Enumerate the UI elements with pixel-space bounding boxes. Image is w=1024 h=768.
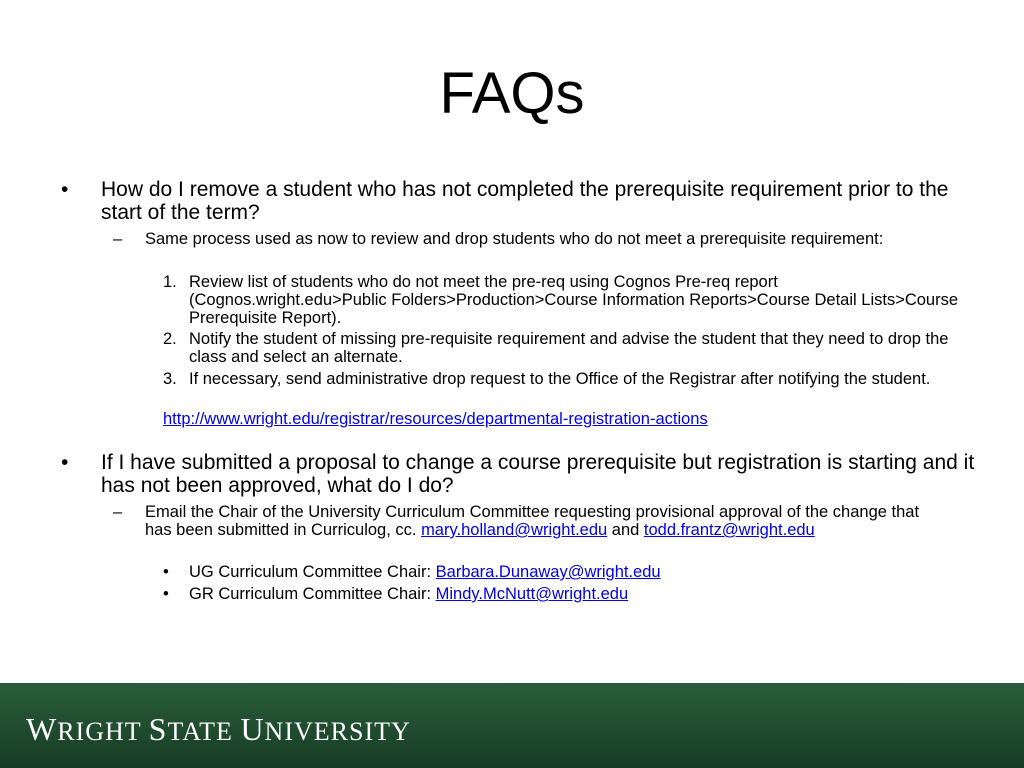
step-2 [163, 330, 969, 366]
bullet-marker: • [163, 585, 169, 603]
slide-title: FAQs [439, 61, 585, 126]
step-1 [163, 273, 969, 327]
faq-answer-2 [113, 503, 945, 539]
gr-chair-label: GR Curriculum Committee Chair: [189, 585, 436, 603]
faq-answer-1 [113, 230, 945, 248]
faq-question-2-text: If I have submitted a proposal to change a course prerequisite but registration is starting and it has not been approved, what do I do? [101, 451, 975, 497]
faq-answer-2-text: Email the Chair of the University Curriculum Committee requesting provisional approval of the change that has been submitted in Curriculog, cc. [145, 503, 920, 539]
step-text: Notify the student of missing pre-requisite requirement and advise the student that they need to drop the class and select an alternate. [189, 330, 949, 366]
step-number: 1. [163, 273, 177, 291]
dash-marker: – [113, 503, 123, 521]
bullet-marker: • [163, 563, 169, 581]
gr-chair-item [163, 585, 969, 603]
email-link-ug-chair[interactable]: Barbara.Dunaway@wright.edu [435, 563, 661, 581]
email-link-gr-chair[interactable]: Mindy.McNutt@wright.edu [435, 585, 629, 603]
registration-actions-link-line [163, 410, 708, 428]
and-text: and [607, 521, 644, 539]
faq-question-1-text: How do I remove a student who has not completed the prerequisite requirement prior to the start of the term? [101, 178, 949, 224]
step-text: Review list of students who do not meet the pre-req using Cognos Pre-req report (Cognos.wright.edu>Public Folders>Production>Course Information Reports>Course Detail Lists>Course Prerequisite Report). [189, 273, 959, 327]
dash-marker: – [113, 230, 123, 248]
step-number: 3. [163, 370, 177, 388]
step-number: 2. [163, 330, 177, 348]
email-link-todd-frantz[interactable]: todd.frantz@wright.edu [643, 521, 815, 539]
bullet-marker: • [61, 451, 69, 474]
registration-actions-link[interactable]: http://www.wright.edu/registrar/resources/departmental-registration-actions [163, 410, 708, 428]
email-link-mary-holland[interactable]: mary.holland@wright.edu [421, 521, 608, 539]
ug-chair-label: UG Curriculum Committee Chair: [189, 563, 436, 581]
wright-state-university-logo: WRIGHT STATE UNIVERSITY [26, 711, 411, 747]
footer-bar [0, 683, 1024, 768]
step-text: If necessary, send administrative drop request to the Office of the Registrar after notifying the student. [189, 370, 931, 388]
faq-question-1 [61, 178, 981, 224]
step-3 [163, 370, 969, 388]
faq-question-2 [61, 451, 981, 497]
ug-chair-item [163, 563, 969, 581]
faq-answer-1-text: Same process used as now to review and drop students who do not meet a prerequisite requirement: [145, 230, 884, 248]
bullet-marker: • [61, 178, 69, 201]
